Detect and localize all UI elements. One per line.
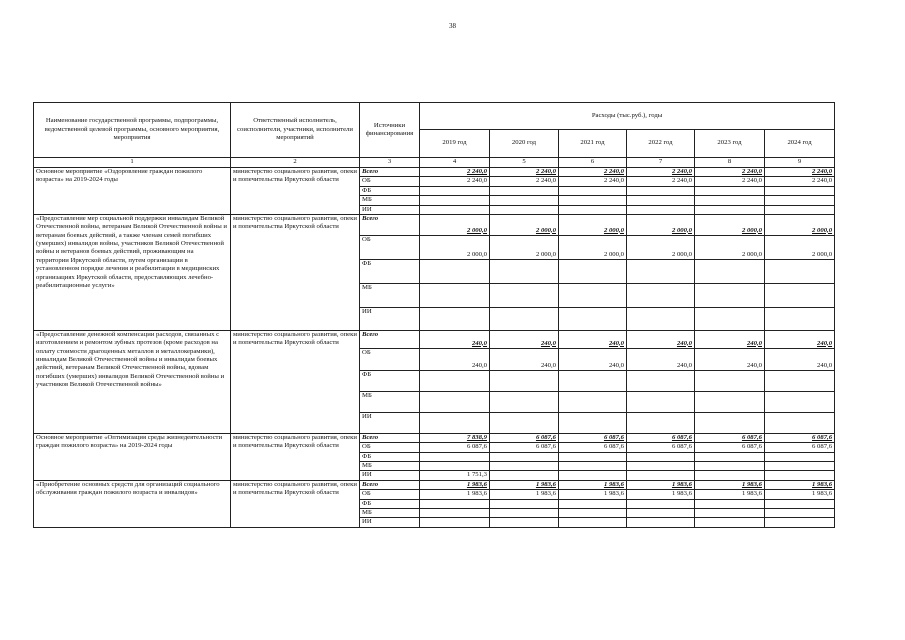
amount-cell [559, 283, 627, 307]
amount-cell [420, 205, 490, 214]
amount-cell [559, 307, 627, 330]
amount-cell [627, 391, 695, 412]
amount-cell: 2 000,0 [420, 214, 490, 235]
amount-cell [765, 499, 835, 508]
amount-cell: 240,0 [490, 348, 559, 370]
amount-cell: 240,0 [559, 348, 627, 370]
amount-cell [490, 186, 559, 195]
funding-source-cell: МБ [360, 391, 420, 412]
amount-cell: 240,0 [765, 330, 835, 348]
funding-source-cell: Всего [360, 433, 420, 442]
funding-source-cell: ОБ [360, 348, 420, 370]
amount-cell [490, 471, 559, 480]
amount-cell [627, 186, 695, 195]
amount-cell: 2 240,0 [627, 177, 695, 186]
amount-cell [765, 518, 835, 527]
amount-cell [559, 196, 627, 205]
amount-cell [695, 259, 765, 283]
amount-cell [559, 462, 627, 471]
amount-cell [559, 259, 627, 283]
financing-table [33, 102, 835, 528]
amount-cell [490, 508, 559, 517]
amount-cell: 2 000,0 [490, 214, 559, 235]
amount-cell [420, 452, 490, 461]
amount-cell [420, 196, 490, 205]
amount-cell: 6 087,6 [627, 433, 695, 442]
amount-cell [420, 259, 490, 283]
amount-cell [420, 370, 490, 391]
executor-cell: министерство социального развития, опеки и попечительства Иркутской области [231, 214, 360, 330]
amount-cell [627, 412, 695, 433]
column-number: 4 [420, 158, 490, 168]
header-expenses: Расходы (тыс.руб.), годы [420, 103, 835, 130]
amount-cell: 6 087,6 [420, 443, 490, 452]
column-number: 6 [559, 158, 627, 168]
amount-cell: 1 983,6 [559, 490, 627, 499]
funding-source-cell: ФБ [360, 259, 420, 283]
amount-cell [559, 205, 627, 214]
funding-source-cell: ИИ [360, 307, 420, 330]
page-number: 38 [449, 22, 456, 30]
amount-cell: 2 000,0 [490, 235, 559, 259]
amount-cell: 2 240,0 [420, 168, 490, 177]
amount-cell [627, 283, 695, 307]
amount-cell: 2 240,0 [627, 168, 695, 177]
amount-cell [765, 186, 835, 195]
amount-cell [490, 370, 559, 391]
program-name-cell: «Предоставление мер социальной поддержки инвалидам Великой Отечественной войны, ветеранам Великой Отечественной войны и ветеранам боевых действий, а также членам семей погибших (умерших) инвалидов войны, участников Великой Отечественной войны и ветеранов боевых действий, проживающим на территории Иркутской области, путем организации в установленном порядке лечения и реабилитации в медицинских организациях Иркутской области, предоставляющих лечебно-реабилитационные услуги» [34, 214, 231, 330]
amount-cell: 1 983,6 [765, 480, 835, 489]
funding-source-cell: МБ [360, 508, 420, 517]
table-row [34, 168, 835, 177]
header-year: 2021 год [559, 130, 627, 158]
amount-cell [765, 259, 835, 283]
amount-cell: 1 983,6 [627, 480, 695, 489]
amount-cell: 1 983,6 [559, 480, 627, 489]
amount-cell [627, 452, 695, 461]
amount-cell [695, 186, 765, 195]
column-number: 3 [360, 158, 420, 168]
amount-cell: 2 240,0 [559, 177, 627, 186]
amount-cell: 6 087,6 [627, 443, 695, 452]
amount-cell [490, 391, 559, 412]
table-row [34, 330, 835, 348]
column-number: 1 [34, 158, 231, 168]
table-row [34, 480, 835, 489]
column-number: 2 [231, 158, 360, 168]
funding-source-cell: Всего [360, 168, 420, 177]
amount-cell [627, 196, 695, 205]
amount-cell [490, 283, 559, 307]
amount-cell: 1 751,3 [420, 471, 490, 480]
amount-cell [765, 462, 835, 471]
amount-cell [765, 391, 835, 412]
amount-cell: 1 983,6 [490, 480, 559, 489]
amount-cell: 7 838,9 [420, 433, 490, 442]
program-name-cell: «Приобретение основных средств для организаций социального обслуживания граждан пожилого возраста и инвалидов» [34, 480, 231, 527]
amount-cell [490, 452, 559, 461]
amount-cell [695, 196, 765, 205]
amount-cell: 2 240,0 [490, 168, 559, 177]
amount-cell: 2 240,0 [765, 177, 835, 186]
table-row [34, 214, 835, 235]
amount-cell [695, 307, 765, 330]
amount-cell: 2 000,0 [627, 214, 695, 235]
amount-cell: 6 087,6 [765, 443, 835, 452]
header-year: 2020 год [490, 130, 559, 158]
amount-cell [559, 412, 627, 433]
amount-cell [695, 412, 765, 433]
funding-source-cell: Всего [360, 214, 420, 235]
amount-cell [420, 391, 490, 412]
amount-cell [490, 196, 559, 205]
amount-cell [765, 412, 835, 433]
amount-cell: 2 240,0 [765, 168, 835, 177]
amount-cell: 6 087,6 [695, 443, 765, 452]
amount-cell: 2 000,0 [559, 235, 627, 259]
column-number: 5 [490, 158, 559, 168]
amount-cell [627, 307, 695, 330]
amount-cell [559, 471, 627, 480]
column-number: 9 [765, 158, 835, 168]
amount-cell [490, 205, 559, 214]
amount-cell: 2 240,0 [695, 168, 765, 177]
amount-cell: 2 000,0 [765, 235, 835, 259]
amount-cell [490, 499, 559, 508]
amount-cell: 240,0 [765, 348, 835, 370]
amount-cell [627, 518, 695, 527]
amount-cell: 6 087,6 [490, 433, 559, 442]
funding-source-cell: Всего [360, 330, 420, 348]
amount-cell [765, 283, 835, 307]
funding-source-cell: ОБ [360, 235, 420, 259]
amount-cell: 240,0 [627, 330, 695, 348]
program-name-cell: «Предоставление денежной компенсации расходов, связанных с изготовлением и ремонтом зубных протезов (кроме расходов на оплату стоимости драгоценных металлов и металлокерамики), инвалидам Великой Отечественной войны и инвалидам боевых действий, ветеранам Великой Отечественной войны, вдовам погибших (умерших) инвалидов Великой Отечественной войны и участников Великой Отечественной войны» [34, 330, 231, 433]
amount-cell [695, 452, 765, 461]
executor-cell: министерство социального развития, опеки и попечительства Иркутской области [231, 330, 360, 433]
amount-cell: 1 983,6 [695, 480, 765, 489]
amount-cell: 240,0 [420, 348, 490, 370]
amount-cell: 2 240,0 [695, 177, 765, 186]
amount-cell: 2 240,0 [420, 177, 490, 186]
amount-cell [490, 462, 559, 471]
column-number: 8 [695, 158, 765, 168]
amount-cell [765, 452, 835, 461]
amount-cell: 6 087,6 [559, 433, 627, 442]
amount-cell [420, 283, 490, 307]
header-year: 2019 год [420, 130, 490, 158]
amount-cell [559, 508, 627, 517]
funding-source-cell: ИИ [360, 518, 420, 527]
amount-cell: 240,0 [695, 348, 765, 370]
amount-cell [695, 508, 765, 517]
funding-source-cell: Всего [360, 480, 420, 489]
amount-cell [420, 462, 490, 471]
header-year: 2024 год [765, 130, 835, 158]
amount-cell [559, 452, 627, 461]
header-executor: Ответственный исполнитель, соисполнители, участники, исполнители мероприятий [231, 103, 360, 158]
amount-cell [695, 518, 765, 527]
amount-cell: 6 087,6 [695, 433, 765, 442]
amount-cell [490, 259, 559, 283]
amount-cell [490, 518, 559, 527]
amount-cell [695, 205, 765, 214]
amount-cell: 2 000,0 [765, 214, 835, 235]
amount-cell [559, 518, 627, 527]
table-body [34, 168, 835, 528]
funding-source-cell: ОБ [360, 177, 420, 186]
amount-cell [765, 196, 835, 205]
amount-cell [695, 391, 765, 412]
funding-source-cell: ИИ [360, 205, 420, 214]
amount-cell: 1 983,6 [695, 490, 765, 499]
table-row [34, 433, 835, 442]
amount-cell [765, 205, 835, 214]
amount-cell: 2 240,0 [490, 177, 559, 186]
executor-cell: министерство социального развития, опеки и попечительства Иркутской области [231, 480, 360, 527]
amount-cell [627, 471, 695, 480]
amount-cell: 2 000,0 [420, 235, 490, 259]
header-year: 2023 год [695, 130, 765, 158]
amount-cell: 1 983,6 [490, 490, 559, 499]
funding-source-cell: МБ [360, 283, 420, 307]
funding-source-cell: ФБ [360, 452, 420, 461]
amount-cell [559, 391, 627, 412]
amount-cell: 240,0 [420, 330, 490, 348]
executor-cell: министерство социального развития, опеки и попечительства Иркутской области [231, 433, 360, 480]
amount-cell: 2 000,0 [695, 214, 765, 235]
amount-cell [627, 370, 695, 391]
amount-cell [420, 412, 490, 433]
funding-source-cell: ОБ [360, 490, 420, 499]
amount-cell [420, 307, 490, 330]
amount-cell [627, 508, 695, 517]
amount-cell [420, 508, 490, 517]
amount-cell: 1 983,6 [765, 490, 835, 499]
amount-cell [420, 499, 490, 508]
header-program-name: Наименование государственной программы, подпрограммы, ведомственной целевой программы, основного мероприятия, мероприятия [34, 103, 231, 158]
funding-source-cell: МБ [360, 196, 420, 205]
amount-cell [695, 471, 765, 480]
program-name-cell: Основное мероприятие «Оздоровление граждан пожилого возраста» на 2019-2024 годы [34, 168, 231, 215]
amount-cell [627, 205, 695, 214]
amount-cell: 2 000,0 [695, 235, 765, 259]
funding-source-cell: ФБ [360, 499, 420, 508]
amount-cell: 240,0 [490, 330, 559, 348]
program-name-cell: Основное мероприятие «Оптимизация среды жизнедеятельности граждан пожилого возраста» на 2019-2024 годы [34, 433, 231, 480]
amount-cell: 240,0 [627, 348, 695, 370]
amount-cell: 2 000,0 [559, 214, 627, 235]
amount-cell [765, 370, 835, 391]
amount-cell [695, 499, 765, 508]
funding-source-cell: ИИ [360, 471, 420, 480]
amount-cell: 1 983,6 [420, 480, 490, 489]
amount-cell [627, 499, 695, 508]
amount-cell: 6 087,6 [765, 433, 835, 442]
amount-cell [765, 508, 835, 517]
amount-cell [559, 186, 627, 195]
amount-cell: 6 087,6 [490, 443, 559, 452]
funding-source-cell: МБ [360, 462, 420, 471]
amount-cell [490, 412, 559, 433]
amount-cell [765, 471, 835, 480]
amount-cell: 6 087,6 [559, 443, 627, 452]
amount-cell [559, 370, 627, 391]
executor-cell: министерство социального развития, опеки и попечительства Иркутской области [231, 168, 360, 215]
amount-cell [695, 283, 765, 307]
column-number: 7 [627, 158, 695, 168]
funding-source-cell: ОБ [360, 443, 420, 452]
amount-cell [627, 462, 695, 471]
amount-cell [627, 259, 695, 283]
funding-source-cell: ФБ [360, 186, 420, 195]
amount-cell [695, 462, 765, 471]
amount-cell: 2 240,0 [559, 168, 627, 177]
amount-cell [420, 518, 490, 527]
amount-cell: 1 983,6 [627, 490, 695, 499]
funding-source-cell: ИИ [360, 412, 420, 433]
header-sources: Источники финансирования [360, 103, 420, 158]
amount-cell [559, 499, 627, 508]
amount-cell: 2 000,0 [627, 235, 695, 259]
amount-cell [765, 307, 835, 330]
amount-cell [695, 370, 765, 391]
amount-cell: 240,0 [695, 330, 765, 348]
funding-source-cell: ФБ [360, 370, 420, 391]
amount-cell [420, 186, 490, 195]
amount-cell: 240,0 [559, 330, 627, 348]
amount-cell [490, 307, 559, 330]
amount-cell: 1 983,6 [420, 490, 490, 499]
header-year: 2022 год [627, 130, 695, 158]
